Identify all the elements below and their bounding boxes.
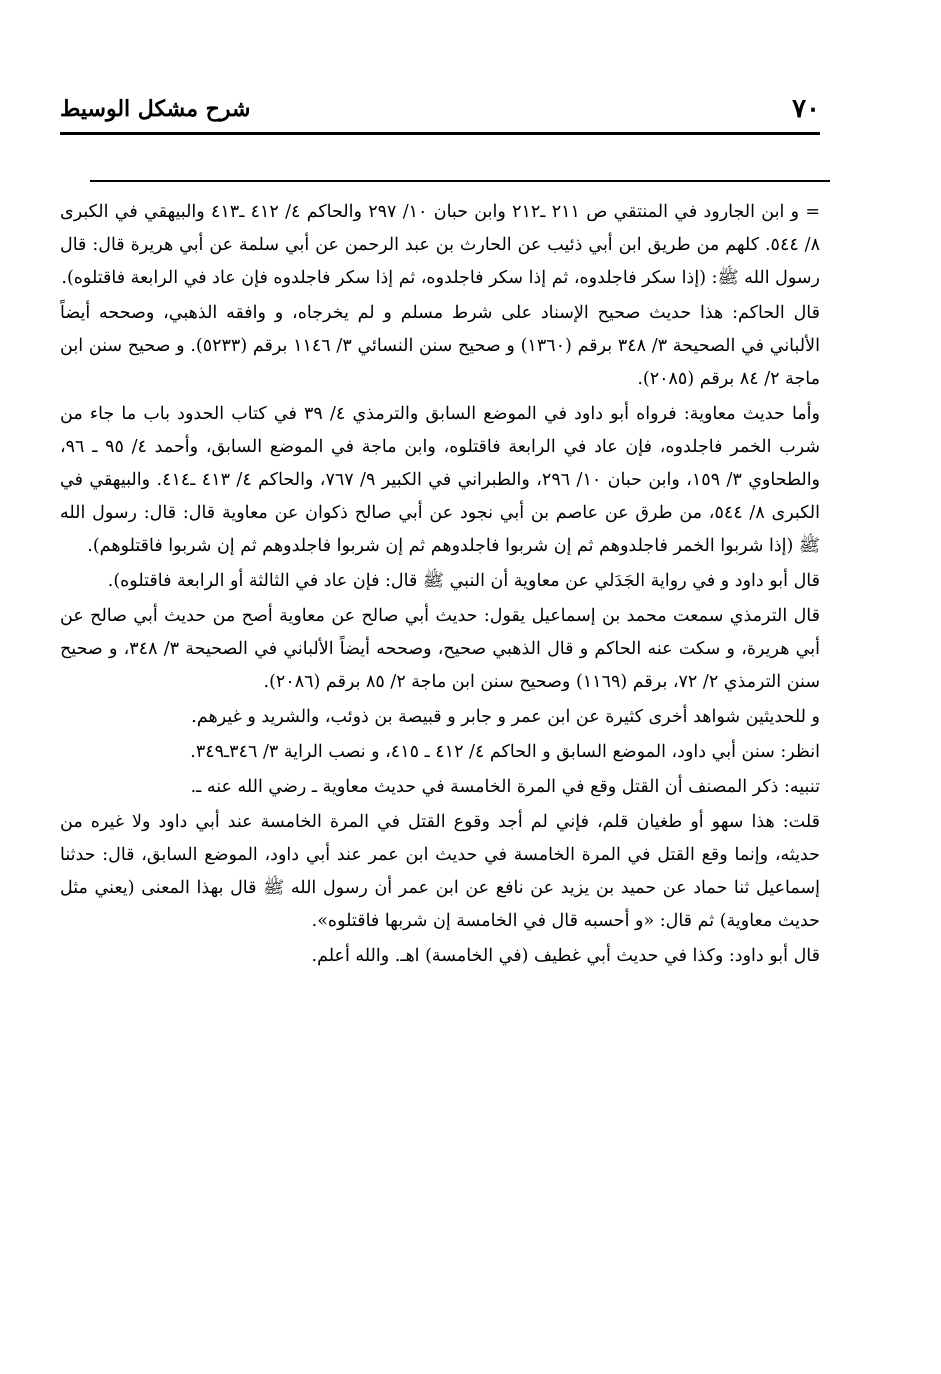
paragraph-9: قلت: هذا سهو أو طغيان قلم، فإني لم أجد وقوع القتل في المرة الخامسة عند أبي داود ولا غيره من حديثه، وإنما وقع القتل في المرة الخامسة في حديث ابن عمر عند أبي داود، الموضع السابق، قال: حدثنا إسماعيل ثنا حماد عن حميد بن يزيد عن نافع عن ابن عمر أن رسول الله ﷺ قال بهذا المعنى (يعني مثل حديث معاوية) ثم قال: «و أحسبه قال في الخامسة إن شربها فاقتلوه». xyxy=(60,812,820,931)
footnote-rule xyxy=(90,180,830,182)
paragraph-3: وأما حديث معاوية: فرواه أبو داود في الموضع السابق والترمذي ٤/ ٣٩ في كتاب الحدود باب ما جاء من شرب الخمر فاجلدوه، فإن عاد في الرابعة فاقتلوه، وابن ماجة في الموضع السابق، وأحمد ٤/ ٩٥ ـ ٩٦، والطحاوي ٣/ ١٥٩، وابن حبان ١٠/ ٢٩٦، والطبراني في الكبير ٩/ ٧٦٧، والحاكم ٤/ ٤١٣ ـ٤١٤. والبيهقي في الكبرى ٨/ ٥٤٤، من طرق عن عاصم بن أبي نجود عن أبي صالح ذكوان عن معاوية قال: قال: رسول الله ﷺ (إذا شربوا الخمر فاجلدوهم ثم إن شربوا فاجلدوهم ثم إن شربوا فاجلدوهم ثم إن شربوا فاقتلوهم). xyxy=(60,404,821,556)
page-number: ٧٠ xyxy=(792,94,820,124)
paragraph-1: = و ابن الجارود في المنتقي ص ٢١١ ـ٢١٢ وابن حبان ١٠/ ٢٩٧ والحاكم ٤/ ٤١٢ ـ٤١٣ والبيهقي في الكبرى ٨/ ٥٤٤. كلهم من طريق ابن أبي ذئيب عن الحارث بن عبد الرحمن عن أبي سلمة عن أبي هريرة قال: قال رسول الله ﷺ: (إذا سكر فاجلدوه، ثم إذا سكر فاجلدوه، ثم إذا سكر فاجلدوه فإن عاد في الرابعة فاقتلوه). xyxy=(60,202,820,288)
paragraph-8: تنبيه: ذكر المصنف أن القتل وقع في المرة الخامسة في حديث معاوية ـ رضي الله عنه ـ. xyxy=(190,777,820,797)
header-rule xyxy=(60,132,820,135)
paragraph-2: قال الحاكم: هذا حديث صحيح الإسناد على شرط مسلم و لم يخرجاه، و وافقه الذهبي، وصححه أيضاً الألباني في الصحيحة ٣/ ٣٤٨ برقم (١٣٦٠) و صحيح سنن النسائي ٣/ ١١٤٦ برقم (٥٢٣٣). و صحيح سنن ابن ماجة ٢/ ٨٤ برقم (٢٠٨٥). xyxy=(60,303,820,389)
paragraph-7: انظر: سنن أبي داود، الموضع السابق و الحاكم ٤/ ٤١٢ ـ ٤١٥، و نصب الراية ٣/ ٣٤٦ـ٣٤٩. xyxy=(190,742,820,762)
paragraph-6: و للحديثين شواهد أخرى كثيرة عن ابن عمر و جابر و قبيصة بن ذوئب، والشريد و غيرهم. xyxy=(191,707,820,727)
paragraph-4: قال أبو داود و في رواية الجَدَلي عن معاوية أن النبي ﷺ قال: فإن عاد في الثالثة أو الرابعة فاقتلوه). xyxy=(107,571,820,591)
paragraph-10: قال أبو داود: وكذا في حديث أبي غطيف (في الخامسة) اهـ. والله أعلم. xyxy=(311,946,820,966)
page-header xyxy=(60,90,820,130)
footnote-text xyxy=(60,196,820,975)
paragraph-5: قال الترمذي سمعت محمد بن إسماعيل يقول: حديث أبي صالح عن معاوية أصح من حديث أبي صالح عن أبي هريرة، و سكت عنه الحاكم و قال الذهبي صحيح، وصححه أيضاً الألباني في الصحيحة ٣/ ٣٤٨، و صحيح سنن الترمذي ٢/ ٧٢، برقم (١١٦٩) وصحيح سنن ابن ماجة ٢/ ٨٥ برقم (٢٠٨٦). xyxy=(60,606,820,692)
running-title: شرح مشكل الوسيط xyxy=(60,96,251,122)
